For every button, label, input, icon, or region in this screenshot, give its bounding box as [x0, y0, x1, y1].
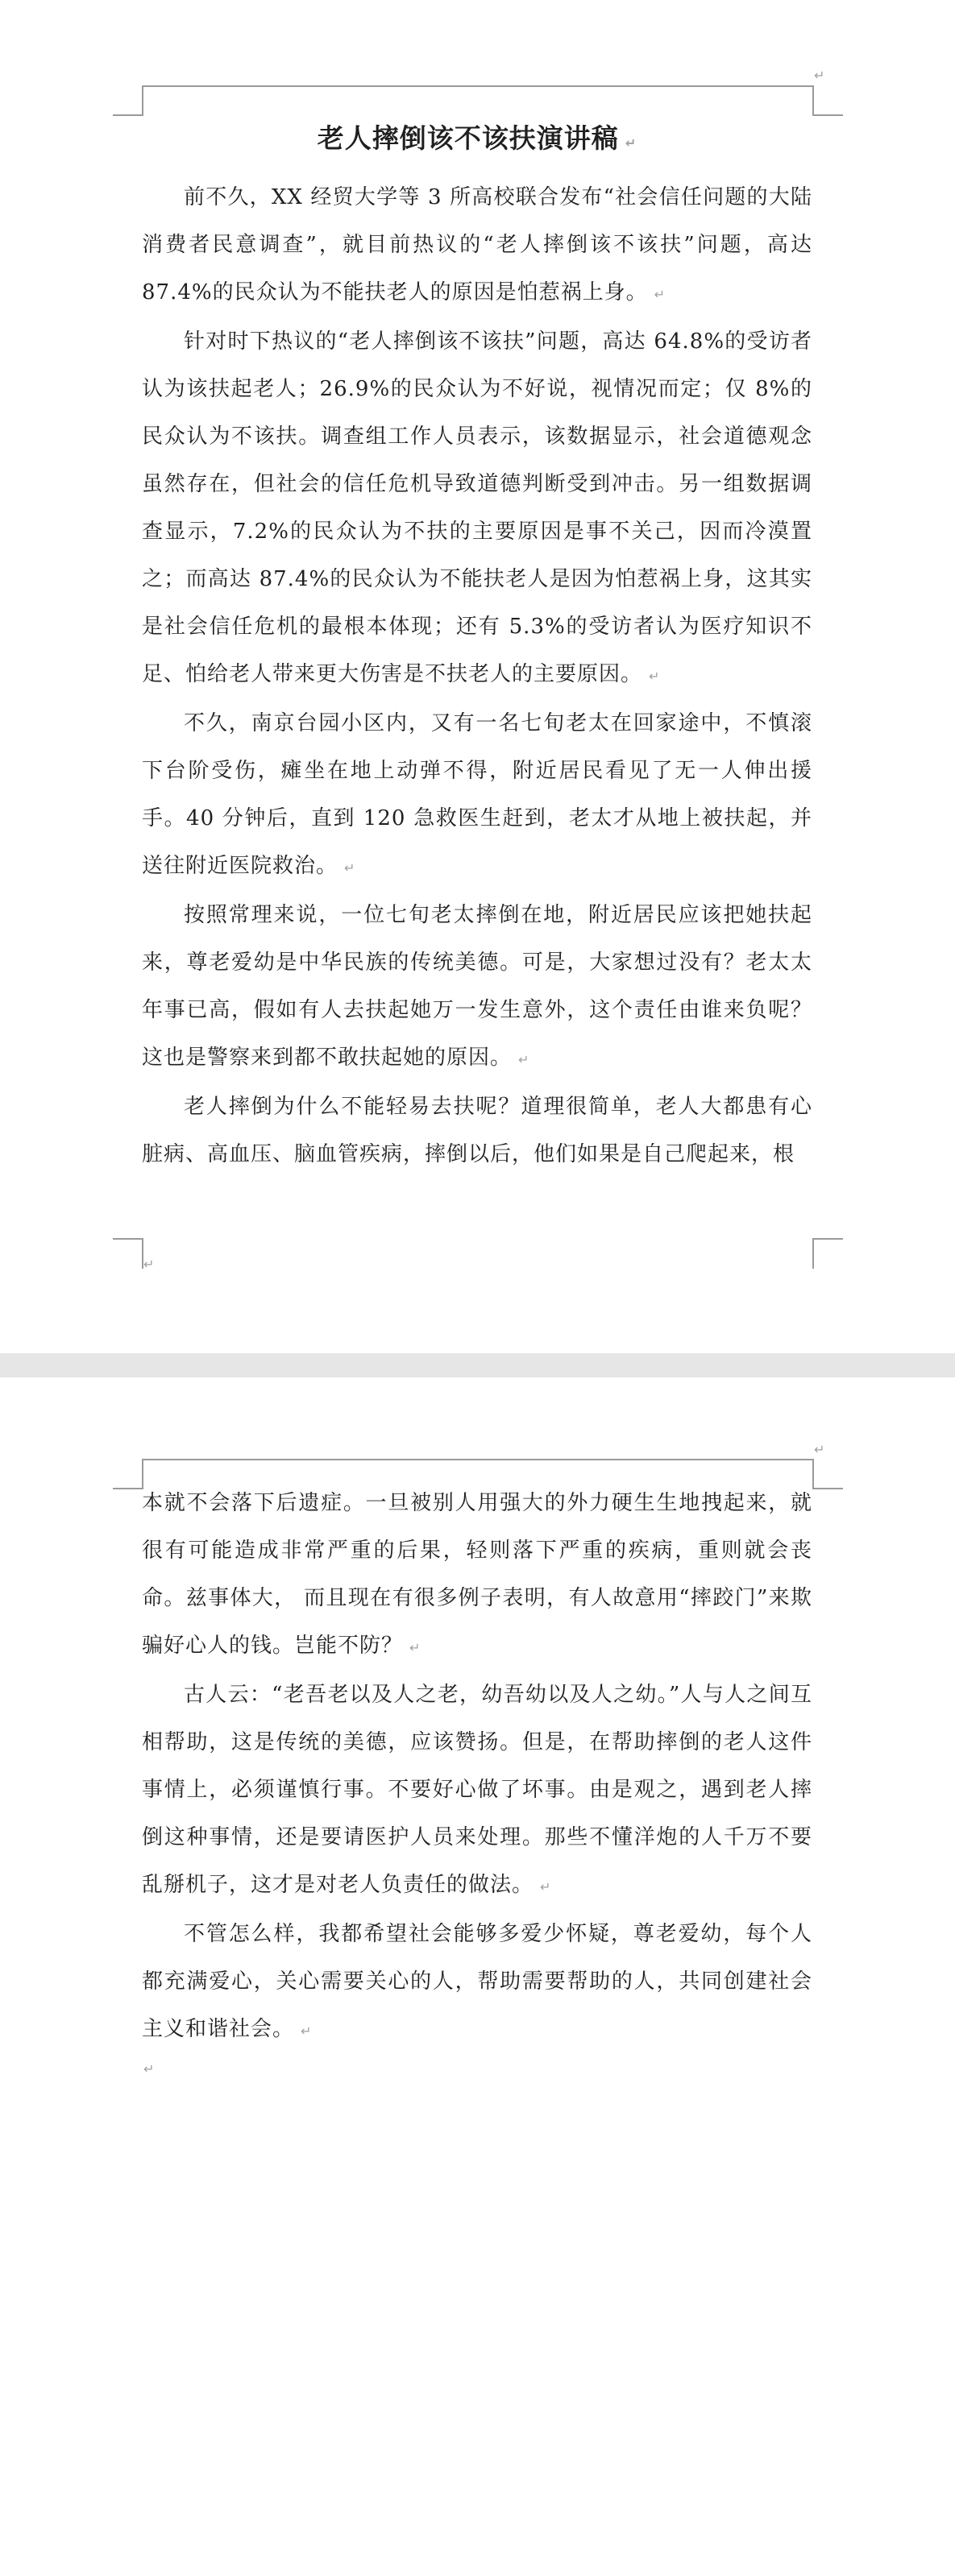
crop-mark-top-right [812, 1459, 843, 1489]
empty-paragraph: ↵ [143, 2061, 156, 2077]
paragraph: 按照常理来说，一位七旬老太摔倒在地，附近居民应该把她扶起来，尊老爱幼是中华民族的传统美德。可是，大家想过没有？老太太年事已高，假如有人去扶起她万一发生意外，这个责任由谁来负呢？这也是警察来到都不敢扶起她的原因。 ↵ [142, 903, 812, 1070]
page-2-body[interactable] [142, 1480, 812, 2081]
paragraph: 不久，南京台园小区内，又有一名七旬老太在回家途中，不慎滚下台阶受伤，瘫坐在地上动弹不得，附近居民看见了无一人伸出援手。40 分钟后，直到 120 急救医生赶到，老太才从地上被扶起，并送往附近医院救治。 ↵ [142, 711, 812, 878]
crop-mark-bottom-right [812, 1238, 843, 1269]
header-paragraph-mark: ↵ [814, 1442, 825, 1457]
paragraph: 老人摔倒为什么不能轻易去扶呢？道理很简单，老人大都患有心脏病、高血压、脑血管疾病，摔倒以后，他们如果是自己爬起来，根 [142, 1095, 812, 1166]
document-page-2 [0, 1377, 955, 2576]
paragraph: 前不久，XX 经贸大学等 3 所高校联合发布“社会信任问题的大陆消费者民意调查”，就目前热议的“老人摔倒该不该扶”问题，高达 87.4%的民众认为不能扶老人的原因是怕惹祸上身。 ↵ [142, 185, 812, 304]
footer-paragraph-mark: ↵ [143, 1257, 155, 1272]
page-1-body[interactable] [142, 113, 812, 1178]
paragraph: 不管怎么样，我都希望社会能够多爱少怀疑，尊老爱幼，每个人都充满爱心，关心需要关心的人，帮助需要帮助的人，共同创建社会主义和谐社会。 ↵ [142, 1922, 812, 2041]
crop-mark-bottom-left [113, 1238, 143, 1269]
crop-mark-top-left [113, 1459, 143, 1489]
header-paragraph-mark: ↵ [814, 68, 825, 83]
header-margin-line [142, 85, 812, 87]
header-margin-line [142, 1459, 812, 1460]
paragraph-continuation: 本就不会落下后遗症。一旦被别人用强大的外力硬生生地拽起来，就很有可能造成非常严重的后果，轻则落下严重的疾病，重则就会丧命。兹事体大， 而且现在有很多例子表明，有人故意用“摔跤门”来欺骗好心人的钱。岂能不防？ ↵ [142, 1491, 812, 1658]
paragraph: 古人云：“老吾老以及人之老，幼吾幼以及人之幼。”人与人之间互相帮助，这是传统的美德，应该赞扬。但是，在帮助摔倒的老人这件事情上，必须谨慎行事。不要好心做了坏事。由是观之，遇到老人摔倒这种事情，还是要请医护人员来处理。那些不懂洋炮的人千万不要乱掰机子，这才是对老人负责任的做法。 ↵ [142, 1683, 812, 1897]
crop-mark-top-left [113, 85, 143, 116]
page-separator [0, 1353, 955, 1377]
document-title: 老人摔倒该不该扶演讲稿 ↵ [317, 122, 637, 154]
crop-mark-top-right [812, 85, 843, 116]
paragraph: 针对时下热议的“老人摔倒该不该扶”问题，高达 64.8%的受访者认为该扶起老人；26.9%的民众认为不好说，视情况而定；仅 8%的民众认为不该扶。调查组工作人员表示，该数据显示，社会道德观念虽然存在，但社会的信任危机导致道德判断受到冲击。另一组数据调查显示，7.2%的民众认为不扶的主要原因是事不关己，因而冷漠置之；而高达 87.4%的民众认为不能扶老人是因为怕惹祸上身，这其实是社会信任危机的最根本体现；还有 5.3%的受访者认为医疗知识不足、怕给老人带来更大伤害是不扶老人的主要原因。 ↵ [142, 329, 812, 686]
